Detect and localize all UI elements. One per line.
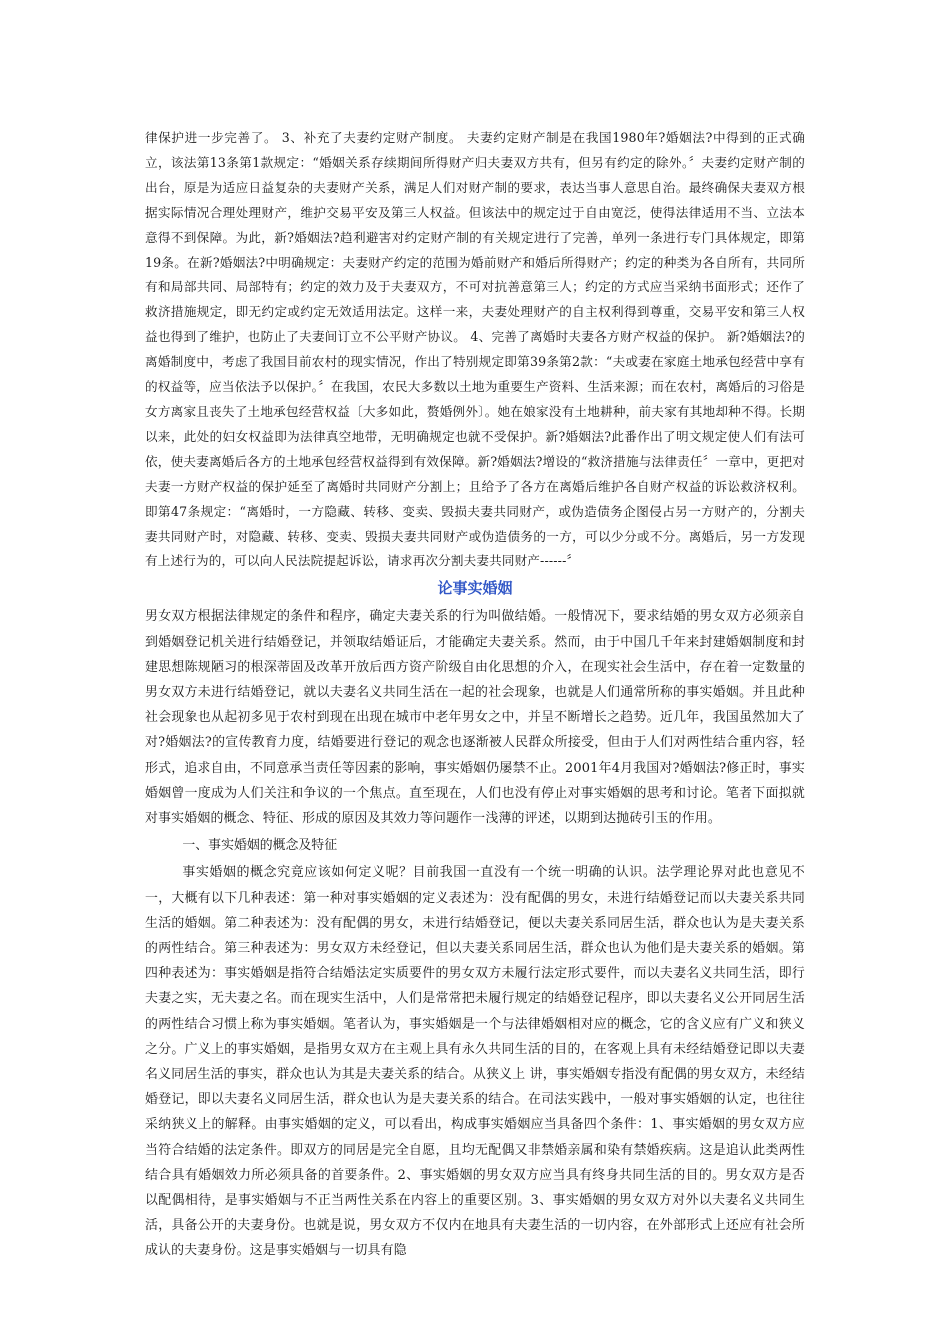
intro-paragraph: 男女双方根据法律规定的条件和程序，确定夫妻关系的行为叫做结婚。一般情况下，要求结婚的男女双方必须亲自到婚姻登记机关进行结婚登记，并领取结婚证后，才能确定夫妻关系。然而，由于中国几千年来封建婚姻制度和封建思想陈规陋习的根深蒂固及改革开放后西方资产阶级自由化思想的介入，在现实社会生活中，存在着一定数量的男女双方未进行结婚登记，就以夫妻名义共同生活在一起的社会现象，也就是人们通常所称的事实婚姻。并且此种社会现象也从起初多见于农村到现在出现在城市中老年男女之中，并呈不断增长之趋势。近几年，我国虽然加大了对?婚姻法?的宣传教育力度，结婚要进行登记的观念也逐渐被人民群众所接受，但由于人们对两性结合重内容，轻形式，追求自由，不同意承当责任等因素的影响，事实婚姻仍屡禁不止。2001年4月我国对?婚姻法?修正时，事实婚姻曾一度成为人们关注和争议的一个焦点。直至现在，人们也没有停止对事实婚姻的思考和讨论。笔者下面拟就对事实婚姻的概念、特征、形成的原因及其效力等问题作一浅薄的评述，以期到达抛砖引玉的作用。 (145, 609, 805, 826)
section-heading: 一、事实婚姻的概念及特征 (182, 838, 338, 854)
continuation-paragraph: 律保护进一步完善了。 3、补充了夫妻约定财产制度。 夫妻约定财产制是在我国1980年?婚姻法?中得到的正式确立，该法第13条第1款规定：“婚姻关系存续期间所得财产归夫妻双方共有，但另有约定的除外。〞夫妻约定财产制的出台，原是为适应日益复杂的夫妻财产关系，满足人们对财产制的要求，表达当事人意思自治。最终确保夫妻双方根据实际情况合理处理财产，维护交易平安及第三人权益。但该法中的规定过于自由宽泛，使得法律适用不当、立法本意得不到保障。为此，新?婚姻法?趋利避害对约定财产制的有关规定进行了完善，单列一条进行专门具体规定，即第19条。在新?婚姻法?中明确规定：夫妻财产约定的范围为婚前财产和婚后所得财产；约定的种类为各自所有，共同所有和局部共同、局部特有；约定的效力及于夫妻双方，不可对抗善意第三人；约定的方式应当采纳书面形式；还作了救济措施规定，即无约定或约定无效适用法定。这样一来，夫妻处理财产的自主权利得到尊重，交易平安和第三人权益也得到了维护，也防止了夫妻间订立不公平财产协议。 4、完善了离婚时夫妻各方财产权益的保护。 新?婚姻法?的离婚制度中，考虑了我国目前农村的现实情况，作出了特别规定即第39条第2款：“夫或妻在家庭土地承包经营中享有的权益等，应当依法予以保护。〞在我国，农民大多数以土地为重要生产资料、生活来源；而在农村，离婚后的习俗是女方离家且丧失了土地承包经营权益〔大多如此，赘婚例外〕。她在娘家没有土地耕种，前夫家有其地却种不得。长期以来，此处的妇女权益即为法律真空地带，无明确规定也就不受保护。新?婚姻法?此番作出了明文规定使人们有法可依，使夫妻离婚后各方的土地承包经营权益得到有效保障。新?婚姻法?增设的“救济措施与法律责任〞一章中，更把对夫妻一方财产权益的保护延至了离婚时共同财产分割上；且给予了各方在离婚后维护各自财产权益的诉讼救济权利。即第47条规定：“离婚时，一方隐藏、转移、变卖、毁损夫妻共同财产，或伪造债务企图侵占另一方财产的，分割夫妻共同财产时，对隐藏、转移、变卖、毁损夫妻共同财产或伪造债务的一方，可以少分或不分。离婚后，另一方发现有上述行为的，可以向人民法院提起诉讼，请求再次分割夫妻共同财产------〞 (145, 130, 805, 569)
section-paragraph: 事实婚姻的概念究竟应该如何定义呢？目前我国一直没有一个统一明确的认识。法学理论界对此也意见不一，大概有以下几种表述：第一种对事实婚姻的定义表述为：没有配偶的男女，未进行结婚登记而以夫妻关系共同生活的婚姻。第二种表述为：没有配偶的男女，未进行结婚登记，便以夫妻关系同居生活，群众也认为是夫妻关系的两性结合。第三种表述为：男女双方未经登记，但以夫妻关系同居生活，群众也认为他们是夫妻关系的婚姻。第四种表述为：事实婚姻是指符合结婚法定实质要件的男女双方未履行法定形式要件，而以夫妻名义共同生活，即行夫妻之实，无夫妻之名。而在现实生活中，人们是常常把未履行规定的结婚登记程序，即以夫妻名义公开同居生活的两性结合习惯上称为事实婚姻。笔者认为，事实婚姻是一个与法律婚姻相对应的概念，它的含义应有广义和狭义之分。广义上的事实婚姻，是指男女双方在主观上具有永久共同生活的目的，在客观上具有未经结婚登记即以夫妻名义同居生活的事实，群众也认为其是夫妻关系的结合。从狭义上 讲，事实婚姻专指没有配偶的男女双方，未经结婚登记，即以夫妻名义同居生活，群众也认为是夫妻关系的结合。在司法实践中，一般对事实婚姻的认定，也往往采纳狭义上的解释。由事实婚姻的定义，可以看出，构成事实婚姻应当具备四个条件：1、事实婚姻的男女双方应当符合结婚的法定条件。即双方的同居是完全自愿，且均无配偶又非禁婚亲属和染有禁婚疾病。这是追认此类两性结合具有婚姻效力所必须具备的首要条件。2、事实婚姻的男女双方应当具有终身共同生活的目的。男女双方是否以配偶相待，是事实婚姻与不正当两性关系在内容上的重要区别。3、事实婚姻的男女双方对外以夫妻名义共同生活，具备公开的夫妻身份。也就是说，男女双方不仅内在地具有夫妻生活的一切内容，在外部形式上还应有社会所成认的夫妻身份。这是事实婚姻与一切具有隐 (145, 865, 805, 1259)
article-title: 论事实婚姻 (437, 579, 513, 598)
document-page (145, 126, 805, 1264)
